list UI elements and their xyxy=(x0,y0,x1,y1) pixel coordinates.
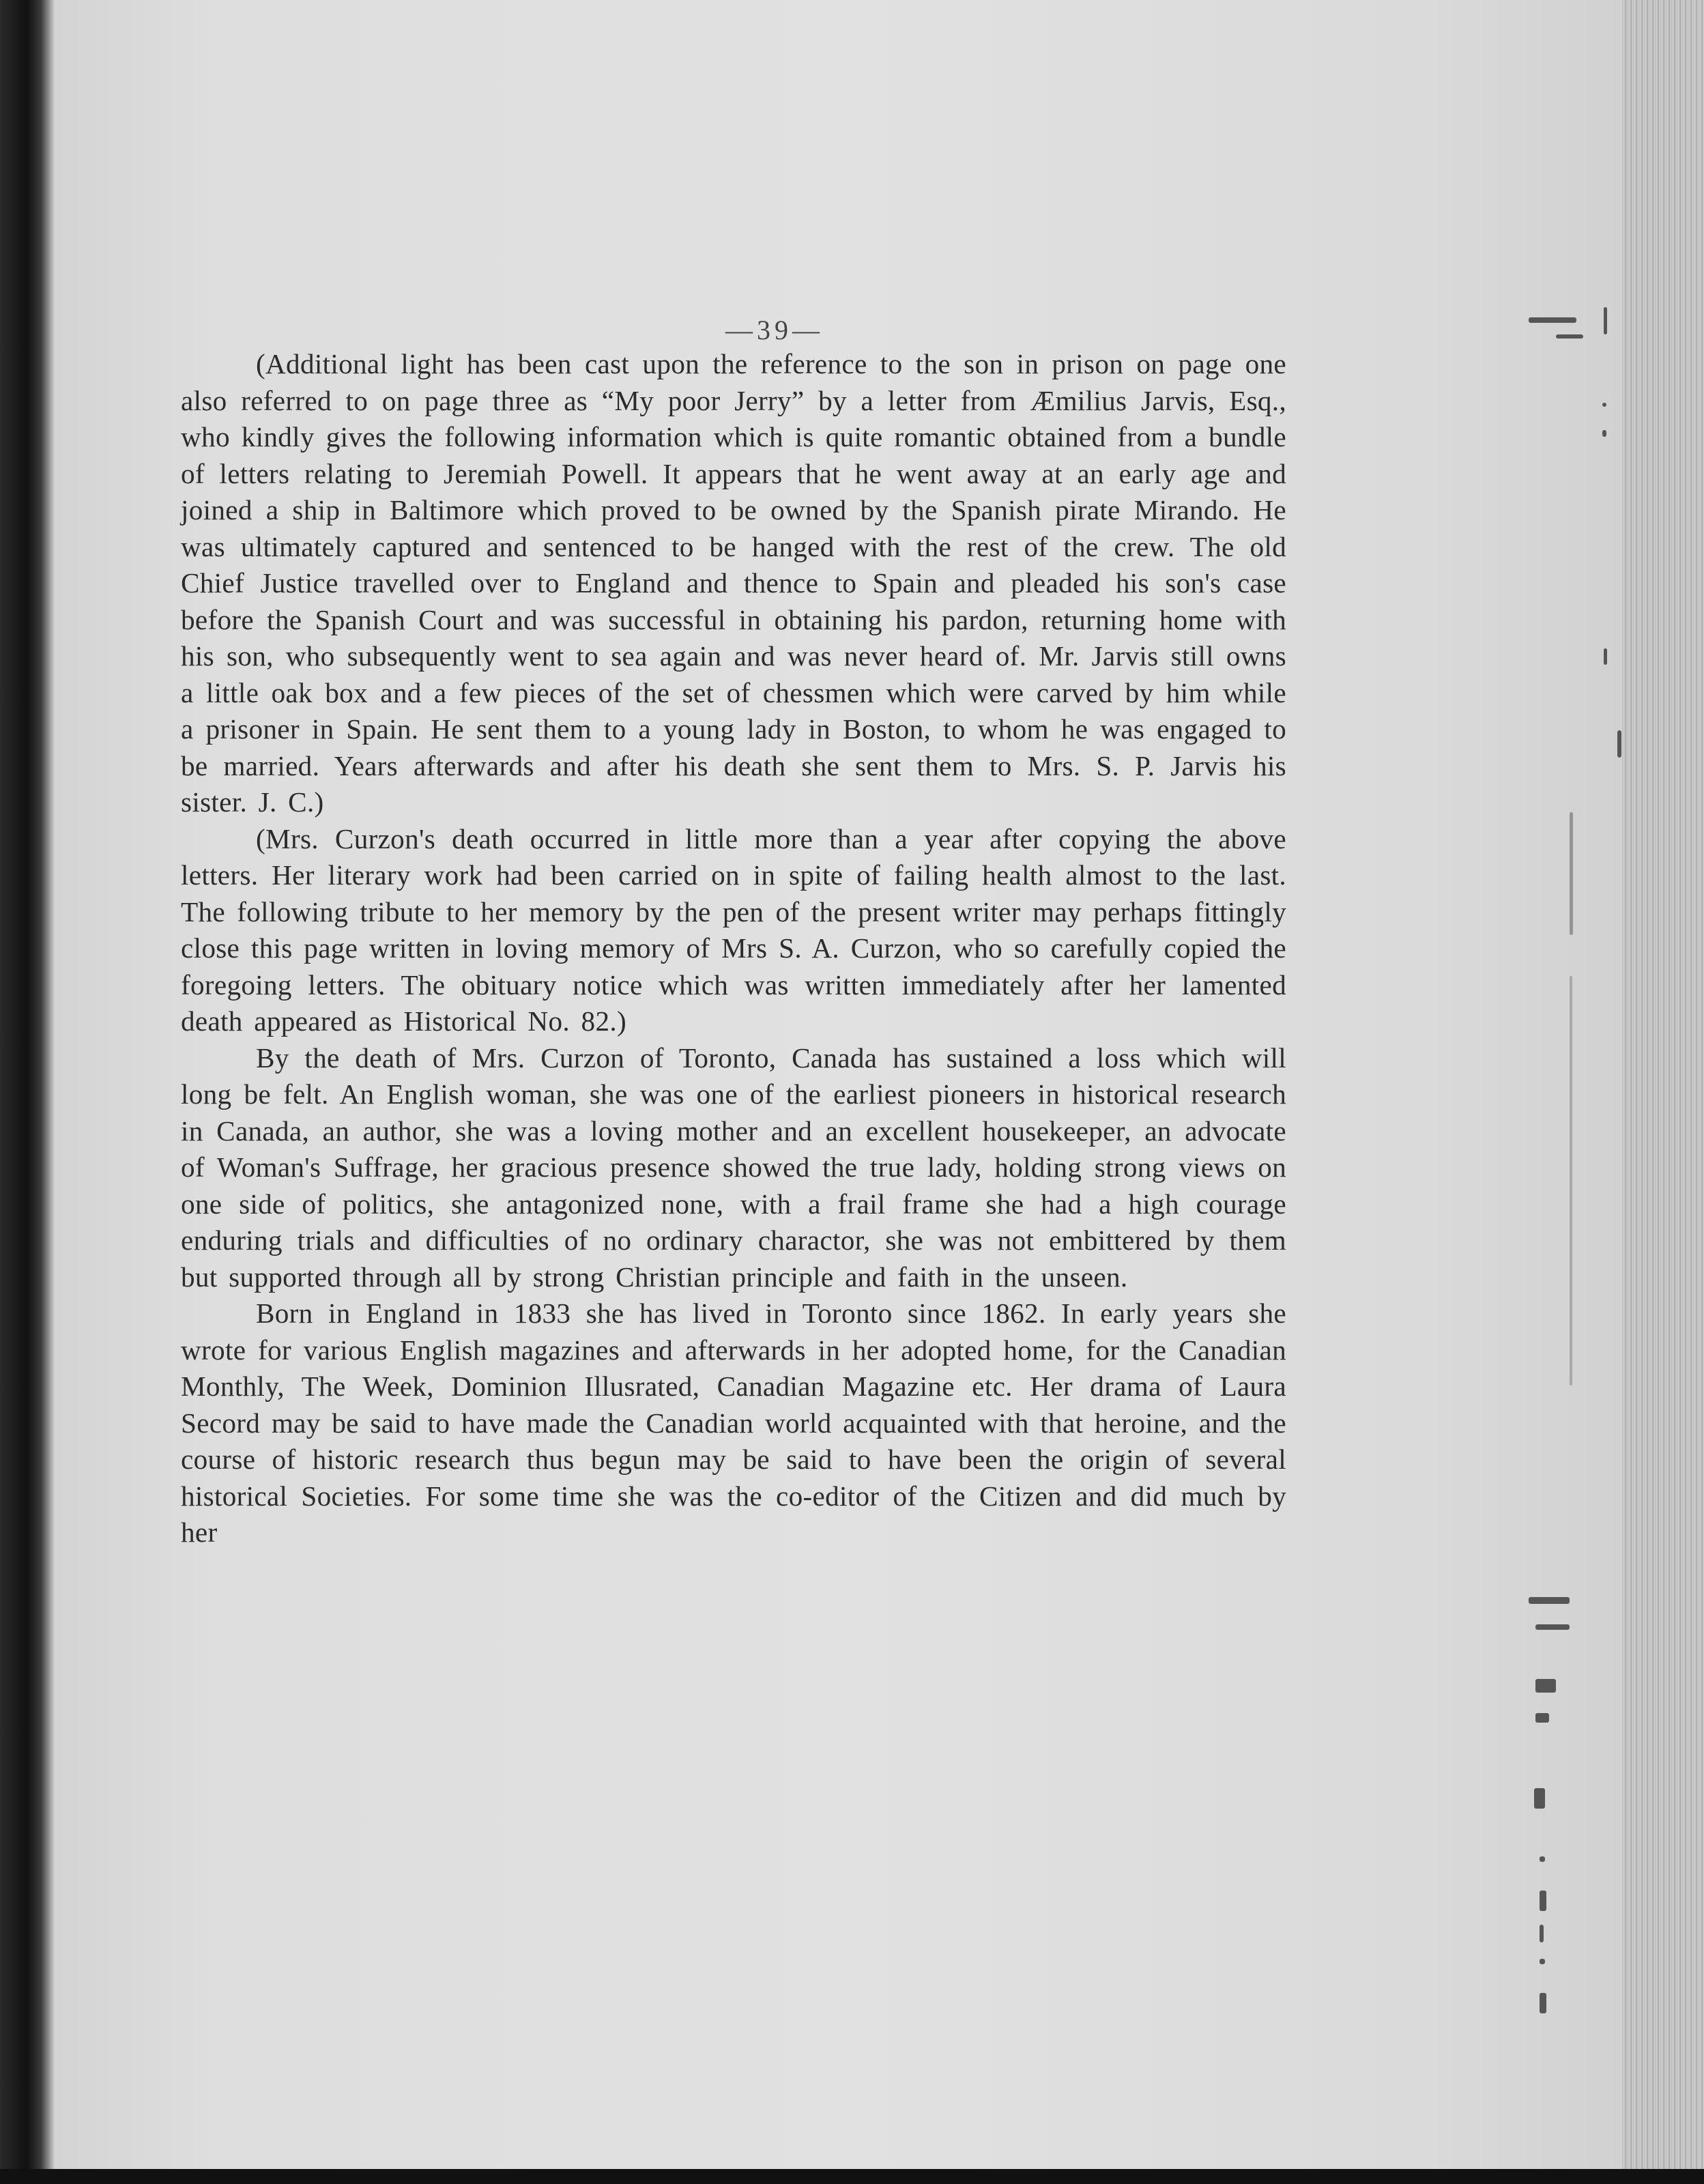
bottom-edge xyxy=(0,2169,1704,2184)
paragraph-curzon-intro: (Mrs. Curzon's death occurred in little more than a year after copying the above letters. Her literary work had been carried on in spite of failing health almost to the last. The following tribute to her memory by the pen of the present writer may perhaps fittingly close this page written in loving memory of Mrs S. A. Curzon, who so carefully copied the foregoing letters. The obituary notice which was written immediately after her lamented death appeared as Historical No. 82.) xyxy=(181,822,1286,1037)
paragraph-obituary: By the death of Mrs. Curzon of Toronto, Canada has sustained a loss which will long be felt. An English woman, she was one of the earliest pioneers in historical research in Canada, an author, she was a loving mother and an excellent housekeeper, an advocate of Woman's Suffrage, her gracious presence showed the true lady, holding strong views on one side of politics, she antagonized none, with a frail frame she had a high courage enduring trials and difficulties of no ordinary charactor, she was not embittered by them but supported through all by strong Christian principle and faith in the unseen. xyxy=(181,1041,1286,1293)
text-block xyxy=(181,314,1286,1551)
margin-marks xyxy=(1481,293,1651,2136)
page-number: —39— xyxy=(725,315,824,345)
book-binding-shadow xyxy=(0,0,55,2184)
paragraph-jarvis-note: (Additional light has been cast upon the reference to the son in prison on page one also referred to on page three as “My poor Jerry” by a letter from Æmilius Jarvis, Esq., who kindly gives the following information which is quite romantic obtained from a bundle of letters relating to Jeremiah Powell. It appears that he went away at an early age and joined a ship in Baltimore which proved to be owned by the Spanish pirate Mirando. He was ultimately captured and sentenced to be hanged with the rest of the crew. The old Chief Justice travelled over to England and thence to Spain and pleaded his son's case before the Spanish Court and was successful in obtaining his pardon, returning home with his son, who subsequently went to sea again and was never heard of. Mr. Jarvis still owns a little oak box and a few pieces of the set of chessmen which were carved by him while a prisoner in Spain. He sent them to a young lady in Boston, to whom he was engaged to be married. Years afterwards and after his death she sent them to Mrs. S. P. Jarvis his sister. J. C.) xyxy=(181,348,1286,818)
paragraph-biography: Born in England in 1833 she has lived in Toronto since 1862. In early years she wrote for various English magazines and afterwards in her adopted home, for the Canadian Monthly, The Week, Dominion Illusrated, Canadian Magazine etc. Her drama of Laura Secord may be said to have made the Canadian world acquainted with that heroine, and the course of historic research thus begun may be said to have been the origin of several historical Societies. For some time she was the co-editor of the Citizen and did much by her xyxy=(181,1297,1286,1548)
